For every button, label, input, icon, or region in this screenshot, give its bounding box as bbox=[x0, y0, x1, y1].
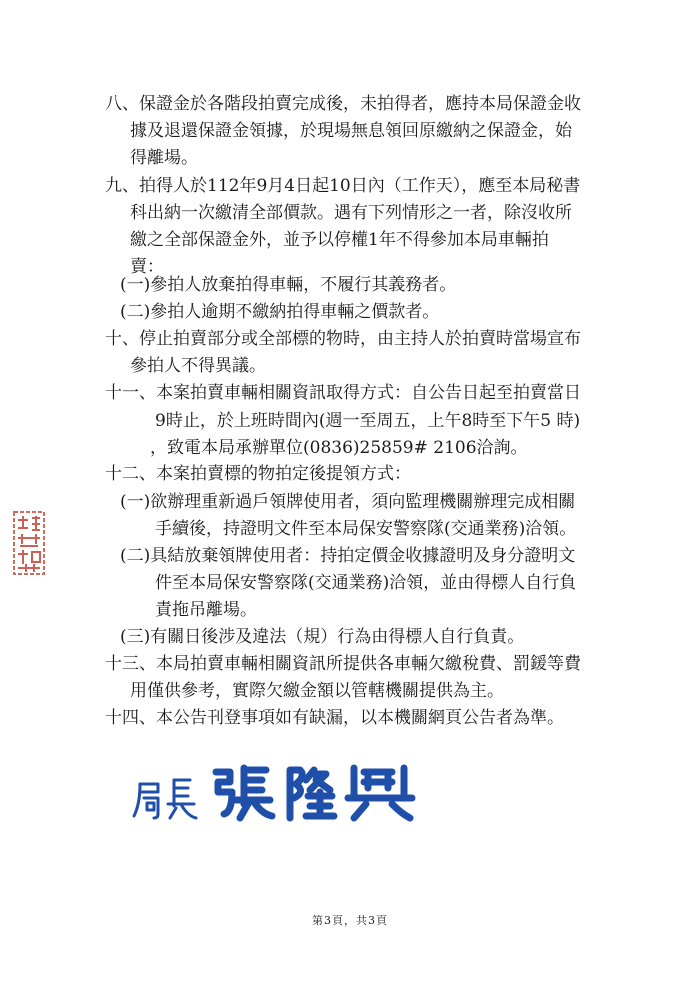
text-line: (一)欲辦理重新過戶領牌使用者，須向監理機關辦理完成相關 bbox=[120, 492, 576, 512]
text-line: 十、停止拍賣部分或全部標的物時，由主持人於拍賣時當場宣布 bbox=[105, 329, 581, 349]
page-number: 第3頁，共3頁 bbox=[312, 914, 388, 927]
text-line: 繳之全部保證金外，並予以停權1年不得參加本局車輛拍 bbox=[130, 230, 549, 250]
seal-stamp bbox=[12, 510, 46, 576]
text-line: (三)有關日後涉及違法（規）行為由得標人自行負責。 bbox=[120, 627, 525, 647]
text-line: 9時止，於上班時間內(週一至周五，上午8時至下午5 時) bbox=[155, 411, 581, 431]
text-line: 得離場。 bbox=[130, 148, 198, 168]
text-line: 十二、本案拍賣標的物拍定後提領方式： bbox=[105, 464, 411, 484]
text-line: 據及退還保證金領據，於現場無息領回原繳納之保證金，始 bbox=[130, 121, 572, 141]
text-line: (二)具結放棄領牌使用者：持拍定價金收據證明及身分證明文 bbox=[120, 546, 576, 566]
text-line: 科出納一次繳清全部價款。遇有下列情形之一者，除沒收所 bbox=[130, 203, 572, 223]
text-line: 參拍人不得異議。 bbox=[130, 356, 266, 376]
text-line: 十三、本局拍賣車輛相關資訊所提供各車輛欠繳稅費、罰鍰等費 bbox=[105, 654, 581, 674]
signature-stamp bbox=[132, 762, 432, 824]
text-line: (一)參拍人放棄拍得車輛，不履行其義務者。 bbox=[120, 275, 457, 295]
text-line: 件至本局保安警察隊(交通業務)洽領，並由得標人自行負 bbox=[155, 573, 577, 593]
text-line: 責拖吊離場。 bbox=[155, 600, 257, 620]
text-line: 十一、本案拍賣車輛相關資訊取得方式：自公告日起至拍賣當日 bbox=[105, 383, 581, 403]
text-line: 九、拍得人於112年9月4日起10日內（工作天），應至本局秘書 bbox=[105, 176, 581, 196]
text-line: 手續後，持證明文件至本局保安警察隊(交通業務)洽領。 bbox=[155, 519, 577, 539]
text-line: 十四、本公告刊登事項如有缺漏，以本機關網頁公告者為準。 bbox=[105, 708, 564, 728]
text-line: 八、保證金於各階段拍賣完成後，未拍得者，應持本局保證金收 bbox=[105, 94, 581, 114]
text-line: (二)參拍人逾期不繳納拍得車輛之價款者。 bbox=[120, 302, 440, 322]
text-line: 賣： bbox=[130, 257, 164, 277]
text-line: 用僅供參考，實際欠繳金額以管轄機關提供為主。 bbox=[130, 681, 504, 701]
text-line: ，致電本局承辦單位(0836)25859# 2106洽詢。 bbox=[150, 438, 528, 458]
